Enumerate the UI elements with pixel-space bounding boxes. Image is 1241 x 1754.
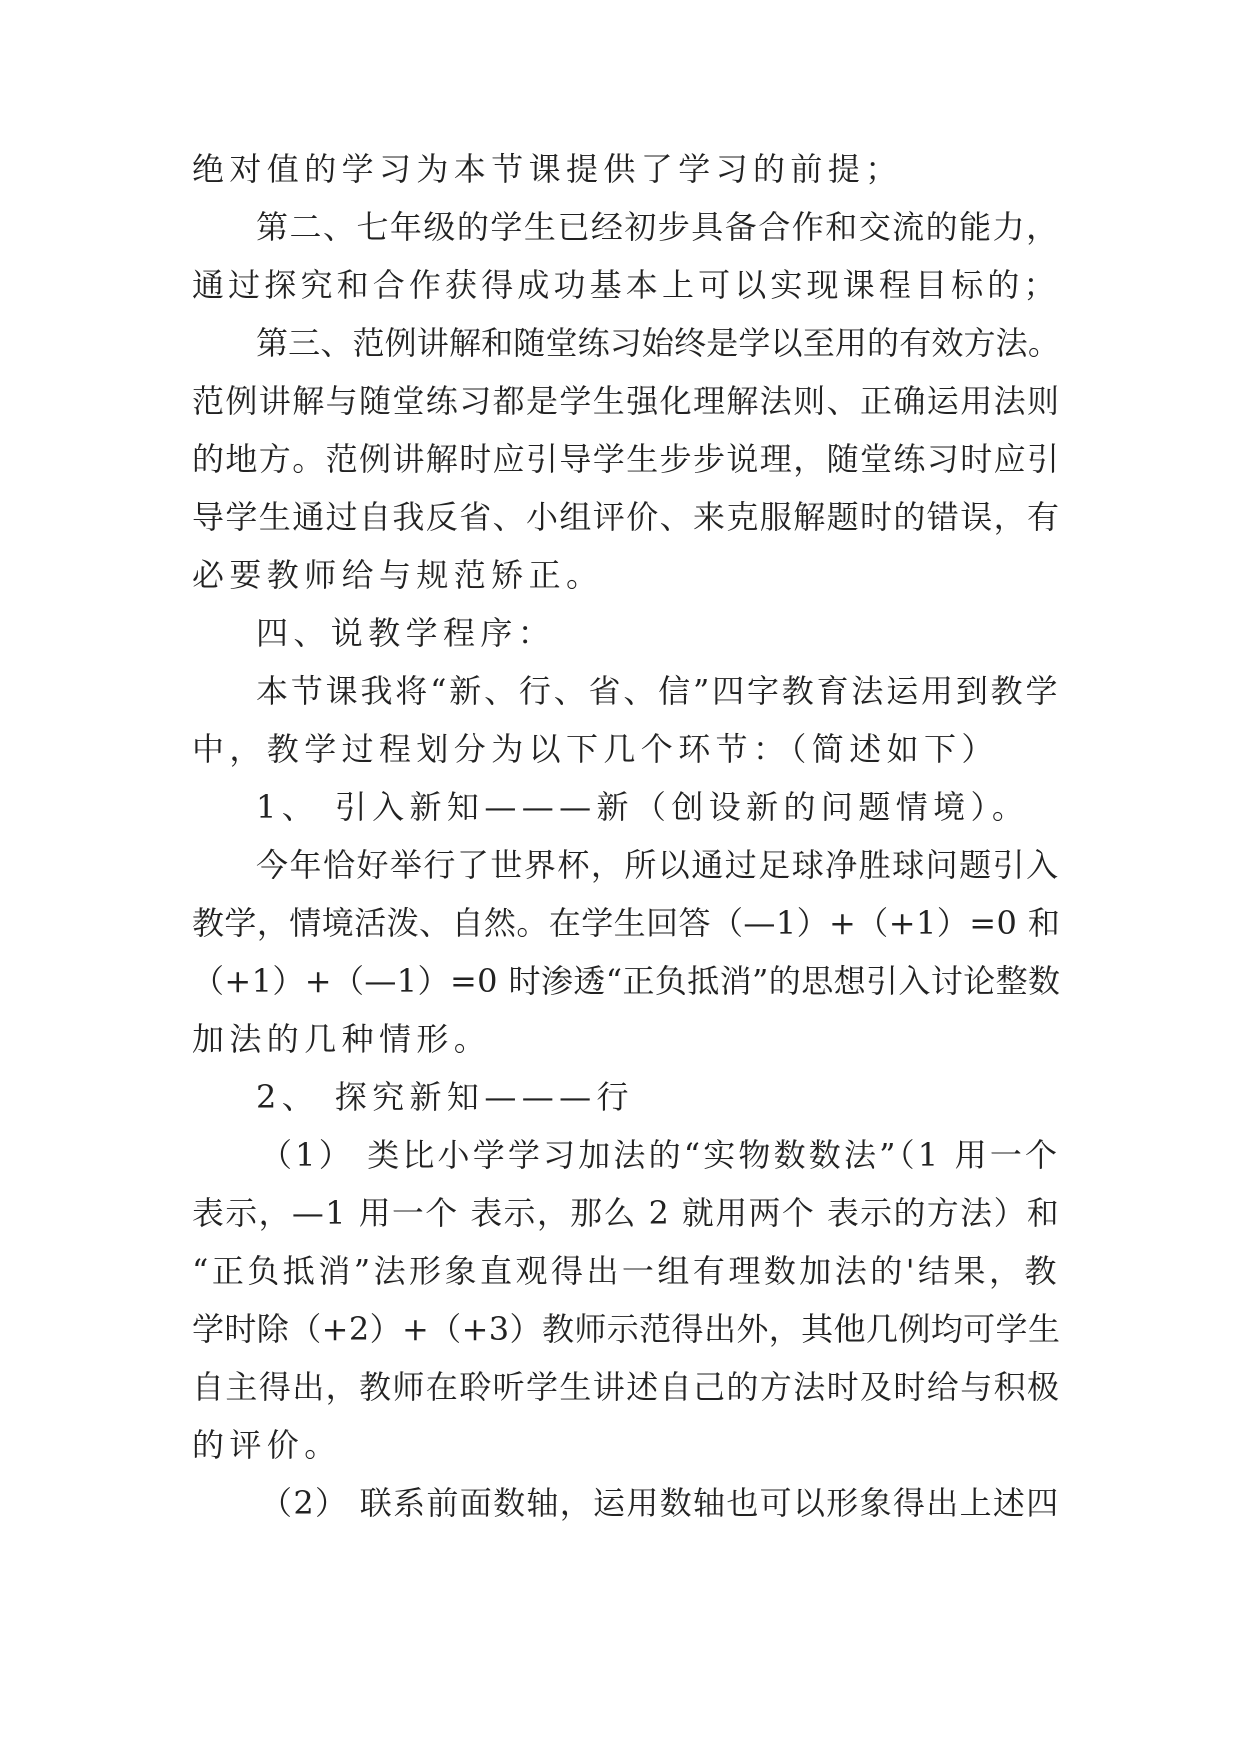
text-line: （+1）+（—1）=0 时渗透“正负抵消”的思想引入讨论整数 [192,962,1061,1000]
text-line: “正负抵消”法形象直观得出一组有理数加法的'结果，教 [192,1252,1060,1290]
text-line: 的地方。范例讲解时应引导学生步步说理，随堂练习时应引 [192,440,1061,478]
text-line: 今年恰好举行了世界杯，所以通过足球净胜球问题引入 [256,846,1060,884]
text-line: （1） 类比小学学习加法的“实物数数法”（1 用一个 [260,1136,1061,1174]
text-line: 学时除（+2）+（+3）教师示范得出外，其他几例均可学生 [192,1310,1061,1348]
text-line: 加法的几种情形。 [192,1020,492,1058]
text-line: 第三、范例讲解和随堂练习始终是学以至用的有效方法。 [256,324,1061,362]
text-line: 绝对值的学习为本节课提供了学习的前提； [192,150,903,188]
text-line: 表示，—1 用一个 表示，那么 2 就用两个 表示的方法）和 [192,1194,1061,1232]
section-heading: 四、说教学程序： [256,614,556,652]
step-heading: 1、 引入新知———新（创设新的问题情境）。 [256,788,1030,826]
text-line: 通过探究和合作获得成功基本上可以实现课程目标的； [192,266,1060,304]
step-heading: 2、 探究新知———行 [256,1078,634,1116]
text-line: 自主得出，教师在聆听学生讲述自己的方法时及时给与积极 [192,1368,1061,1406]
text-line: 的评价。 [192,1426,342,1464]
text-line: 必要教师给与规范矫正。 [192,556,604,594]
text-line: 第二、七年级的学生已经初步具备合作和交流的能力， [256,208,1060,246]
text-line: 教学，情境活泼、自然。在学生回答（—1）+（+1）=0 和 [192,904,1061,942]
text-line: 本节课我将“新、行、省、信”四字教育法运用到教学 [256,672,1061,710]
text-line: （2） 联系前面数轴，运用数轴也可以形象得出上述四 [260,1484,1060,1522]
text-line: 导学生通过自我反省、小组评价、来克服解题时的错误，有 [192,498,1061,536]
text-line: 范例讲解与随堂练习都是学生强化理解法则、正确运用法则 [192,382,1061,420]
text-line: 中，教学过程划分为以下几个环节：（简述如下） [192,730,999,768]
